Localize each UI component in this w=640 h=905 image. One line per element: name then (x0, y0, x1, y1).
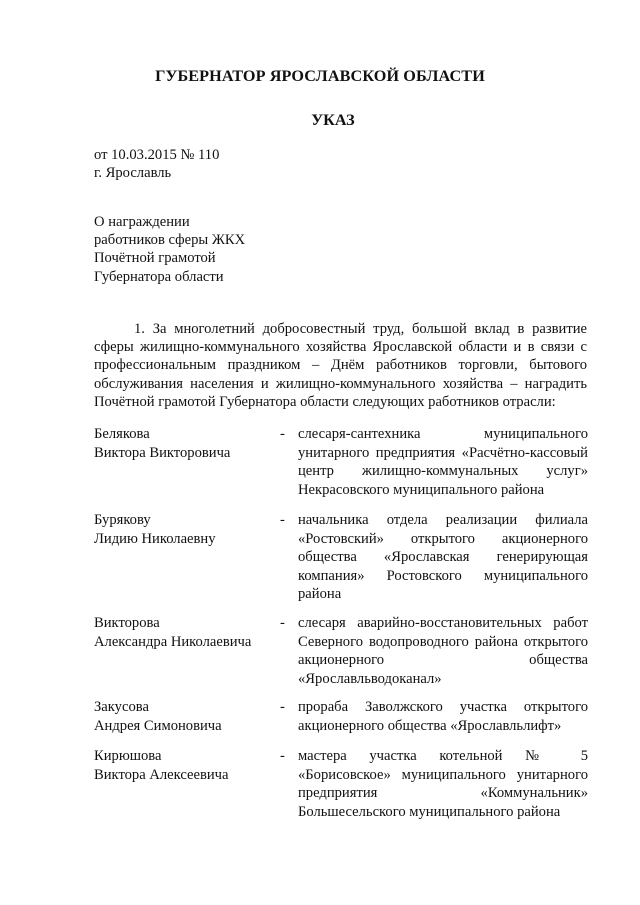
awardee-position: начальника отдела реализации филиала «Ростовский» открытого акционерного общества «Ярославская генерирующая компания» Ростовского муниципального района (298, 512, 588, 602)
awardee-given-names: Виктора Алексеевича (94, 766, 229, 783)
document-subject (94, 213, 245, 286)
awardee-surname: Кирюшова (94, 748, 162, 764)
subject-line: Губернатора области (94, 268, 224, 285)
issuer-title: ГУБЕРНАТОР ЯРОСЛАВСКОЙ ОБЛАСТИ (155, 67, 485, 85)
awardee-position: слесаря-сантехника муниципального унитарного предприятия «Расчётно-кассовый центр жилищно-коммунальных услуг» Некрасовского муниципального района (298, 426, 588, 498)
awardee-given-names: Виктора Викторовича (94, 444, 231, 461)
awardee-position: мастера участка котельной № 5 «Борисовское» муниципального унитарного предприятия «Коммунальник» Большесельского муниципального района (298, 748, 588, 820)
dash: - (280, 512, 285, 528)
subject-line: работников сферы ЖКХ (94, 232, 246, 249)
subject-line: Почётной грамотой (94, 250, 216, 267)
subject-line: О награждении (94, 214, 190, 230)
date-number: от 10.03.2015 № 110 (94, 147, 220, 163)
awardee-given-names: Лидию Николаевну (94, 530, 216, 547)
awardee-row (94, 425, 588, 511)
awardee-position: слесаря аварийно-восстановительных работ Северного водопроводного района открытого акционерного общества «Ярославльводоканал» (298, 615, 588, 687)
awardee-surname: Закусова (94, 699, 149, 715)
awardee-row (94, 614, 588, 698)
awardee-name (94, 425, 280, 462)
dash: - (280, 748, 285, 764)
awardee-name (94, 698, 280, 735)
dash: - (280, 699, 285, 715)
awardee-row (94, 511, 588, 614)
awardee-list (94, 425, 588, 827)
awardee-name (94, 511, 280, 548)
document-type: УКАЗ (311, 111, 355, 129)
awardee-surname: Белякова (94, 426, 150, 442)
paragraph-1: 1. За многолетний добросовестный труд, большой вклад в развитие сферы жилищно-коммунального хозяйства Ярославской области и в связи с профессиональным праздником – Днём работников торговли, бытового обслуживания населения и жилищно-коммунального хозяйства – наградить Почётной грамотой Губернатора области следующих работников отрасли: (94, 321, 587, 410)
awardee-given-names: Андрея Симоновича (94, 717, 222, 734)
awardee-position: прораба Заволжского участка открытого акционерного общества «Ярославльлифт» (298, 699, 588, 734)
awardee-given-names: Александра Николаевича (94, 633, 252, 650)
awardee-name (94, 614, 280, 651)
city: г. Ярославль (94, 165, 172, 181)
awardee-surname: Бурякову (94, 512, 151, 528)
document-meta (94, 146, 219, 182)
awardee-row (94, 698, 588, 747)
dash: - (280, 615, 285, 631)
awardee-surname: Викторова (94, 615, 160, 631)
dash: - (280, 426, 285, 442)
awardee-row (94, 747, 588, 827)
awardee-name (94, 747, 280, 784)
